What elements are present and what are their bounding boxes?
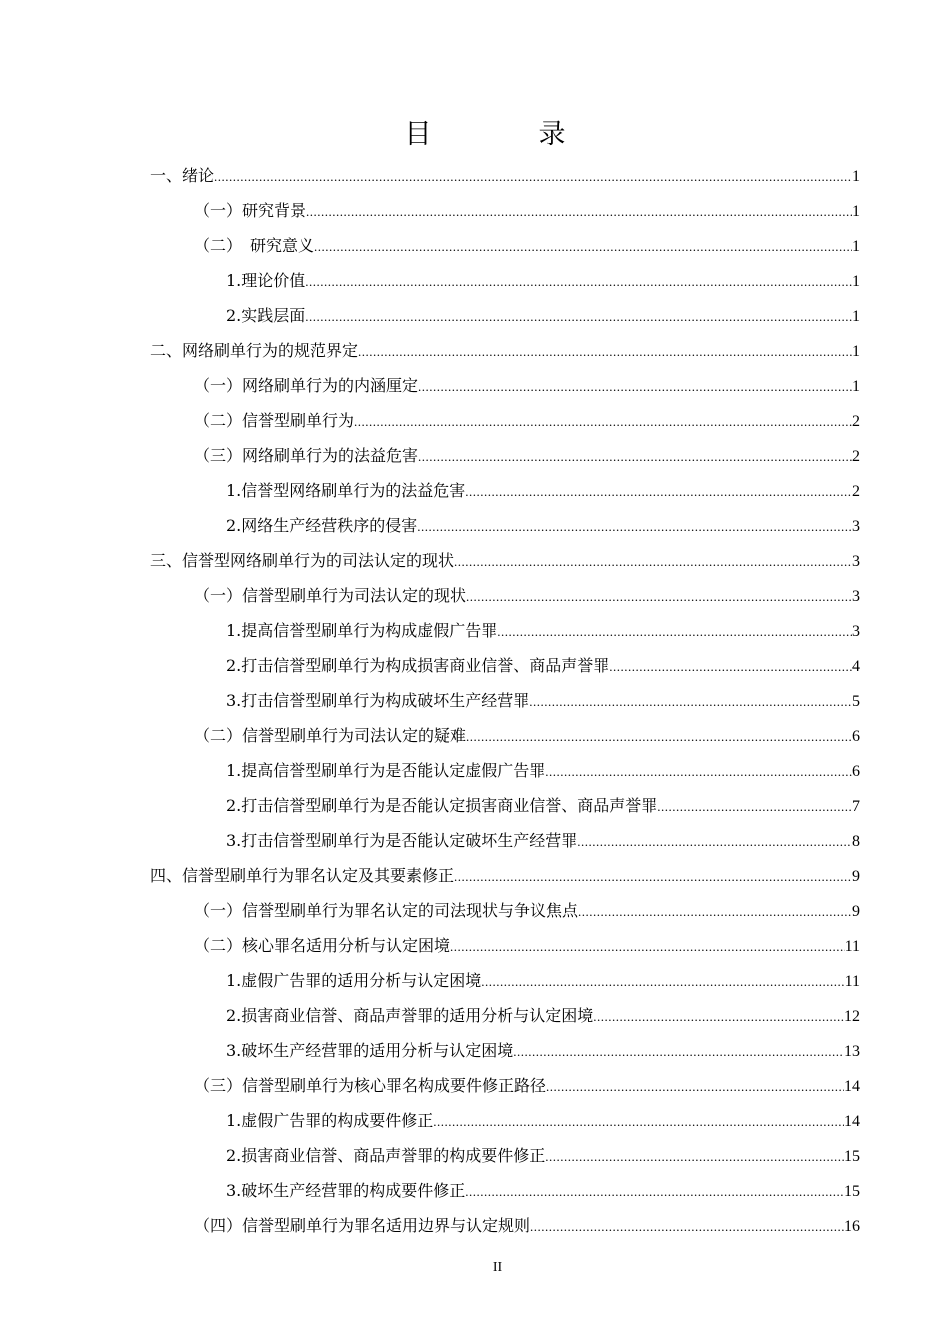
toc-entry-page: 2 xyxy=(852,448,860,465)
toc-entry[interactable] xyxy=(150,403,860,438)
toc-entry[interactable] xyxy=(150,508,860,543)
toc-entry-page: 6 xyxy=(852,728,860,745)
toc-entry-label: （一）信誉型刷单行为罪名认定的司法现状与争议焦点 xyxy=(194,901,579,920)
toc-entry[interactable] xyxy=(150,368,860,403)
toc-entry-label: （三）网络刷单行为的法益危害 xyxy=(194,446,419,465)
toc-entry-label: 三、信誉型网络刷单行为的司法认定的现状 xyxy=(150,551,455,570)
toc-entry-label: 1.提高信誉型刷单行为构成虚假广告罪 xyxy=(226,621,498,640)
toc-entry-label: 2.打击信誉型刷单行为是否能认定损害商业信誉、商品声誉罪 xyxy=(226,796,658,815)
toc-entry[interactable] xyxy=(150,298,860,333)
dot-leader xyxy=(305,299,852,334)
dot-leader xyxy=(465,474,852,509)
dot-leader xyxy=(657,789,852,824)
toc-entry-page: 1 xyxy=(852,168,860,185)
dot-leader xyxy=(578,894,852,929)
dot-leader xyxy=(497,614,852,649)
toc-entry-page: 9 xyxy=(852,903,860,920)
toc-entry[interactable] xyxy=(150,1208,860,1243)
toc-entry-page: 11 xyxy=(844,938,860,955)
toc-entry[interactable] xyxy=(150,928,860,963)
dot-leader xyxy=(314,229,852,264)
toc-entry[interactable] xyxy=(150,158,860,193)
toc-entry-page: 4 xyxy=(852,658,860,675)
toc-entry[interactable] xyxy=(150,228,860,263)
toc-entry-label: 二、网络刷单行为的规范界定 xyxy=(150,341,359,360)
dot-leader xyxy=(593,999,844,1034)
toc-entry-label: （二）核心罪名适用分析与认定困境 xyxy=(194,936,451,955)
toc-entry-page: 1 xyxy=(852,238,860,255)
dot-leader xyxy=(466,719,852,754)
toc-entry[interactable] xyxy=(150,193,860,228)
toc-entry[interactable] xyxy=(150,1138,860,1173)
toc-entry[interactable] xyxy=(150,1068,860,1103)
toc-entry-label: （二）信誉型刷单行为司法认定的疑难 xyxy=(194,726,467,745)
toc-entry-label: 一、绪论 xyxy=(150,166,215,185)
dot-leader xyxy=(546,1069,844,1104)
dot-leader xyxy=(513,1034,844,1069)
toc-entry-label: 1.信誉型网络刷单行为的法益危害 xyxy=(226,481,466,500)
toc-entry[interactable] xyxy=(150,1173,860,1208)
toc-entry-label: 1.理论价值 xyxy=(226,271,306,290)
toc-entry[interactable] xyxy=(150,893,860,928)
toc-entry-page: 12 xyxy=(844,1008,860,1025)
toc-entry-page: 14 xyxy=(844,1113,860,1130)
toc-entry-label: 3.破坏生产经营罪的适用分析与认定困境 xyxy=(226,1041,514,1060)
toc-entry[interactable] xyxy=(150,263,860,298)
toc-entry-label: 2.实践层面 xyxy=(226,306,306,325)
toc-entry-label: 2.损害商业信誉、商品声誉罪的构成要件修正 xyxy=(226,1146,546,1165)
dot-leader xyxy=(577,824,852,859)
dot-leader xyxy=(529,684,852,719)
toc-entry[interactable] xyxy=(150,753,860,788)
toc-entry-label: 2.打击信誉型刷单行为构成损害商业信誉、商品声誉罪 xyxy=(226,656,610,675)
toc-entry[interactable] xyxy=(150,788,860,823)
toc-entry-label: 1.虚假广告罪的构成要件修正 xyxy=(226,1111,434,1130)
toc-entry-label: （一）信誉型刷单行为司法认定的现状 xyxy=(194,586,467,605)
dot-leader xyxy=(454,544,852,579)
toc-entry-label: 2.网络生产经营秩序的侵害 xyxy=(226,516,418,535)
dot-leader xyxy=(450,929,845,964)
dot-leader xyxy=(417,509,852,544)
dot-leader xyxy=(530,1209,844,1244)
toc-entry-page: 13 xyxy=(844,1043,860,1060)
toc-entry-label: （四）信誉型刷单行为罪名适用边界与认定规则 xyxy=(194,1216,531,1235)
table-of-contents xyxy=(150,158,860,1243)
page-number: II xyxy=(492,1260,503,1275)
toc-entry-page: 16 xyxy=(844,1218,860,1235)
toc-entry-label: 3.打击信誉型刷单行为是否能认定破坏生产经营罪 xyxy=(226,831,578,850)
toc-entry-label: （三）信誉型刷单行为核心罪名构成要件修正路径 xyxy=(194,1076,547,1095)
toc-entry[interactable] xyxy=(150,578,860,613)
toc-entry[interactable] xyxy=(150,473,860,508)
toc-entry[interactable] xyxy=(150,858,860,893)
page-title: 目 录 xyxy=(404,119,606,150)
dot-leader xyxy=(609,649,852,684)
dot-leader xyxy=(465,1174,844,1209)
toc-entry-label: 3.破坏生产经营罪的构成要件修正 xyxy=(226,1181,466,1200)
toc-entry-page: 9 xyxy=(852,868,860,885)
toc-entry[interactable] xyxy=(150,1103,860,1138)
toc-entry[interactable] xyxy=(150,998,860,1033)
dot-leader xyxy=(418,369,852,404)
dot-leader xyxy=(306,194,852,229)
toc-entry-label: 2.损害商业信誉、商品声誉罪的适用分析与认定困境 xyxy=(226,1006,594,1025)
toc-entry-page: 1 xyxy=(852,343,860,360)
toc-entry[interactable] xyxy=(150,823,860,858)
toc-entry[interactable] xyxy=(150,438,860,473)
toc-entry-page: 15 xyxy=(844,1183,860,1200)
toc-entry-label: 1.虚假广告罪的适用分析与认定困境 xyxy=(226,971,482,990)
toc-entry-label: 3.打击信誉型刷单行为构成破坏生产经营罪 xyxy=(226,691,530,710)
toc-entry-page: 3 xyxy=(852,588,860,605)
toc-entry-page: 7 xyxy=(852,798,860,815)
toc-entry[interactable] xyxy=(150,333,860,368)
dot-leader xyxy=(454,859,852,894)
toc-entry[interactable] xyxy=(150,543,860,578)
toc-entry[interactable] xyxy=(150,963,860,998)
toc-entry-page: 14 xyxy=(844,1078,860,1095)
dot-leader xyxy=(466,579,852,614)
toc-entry-page: 1 xyxy=(852,378,860,395)
toc-entry-page: 1 xyxy=(852,203,860,220)
toc-entry[interactable] xyxy=(150,683,860,718)
toc-entry[interactable] xyxy=(150,613,860,648)
toc-entry-label: （一）网络刷单行为的内涵厘定 xyxy=(194,376,419,395)
dot-leader xyxy=(214,159,852,194)
toc-entry-page: 1 xyxy=(852,308,860,325)
dot-leader xyxy=(358,334,852,369)
dot-leader xyxy=(545,754,852,789)
toc-entry-label: （二） 研究意义 xyxy=(194,236,315,255)
toc-entry-page: 2 xyxy=(852,413,860,430)
toc-entry-page: 8 xyxy=(852,833,860,850)
toc-entry[interactable] xyxy=(150,648,860,683)
dot-leader xyxy=(305,264,852,299)
toc-entry-label: 1.提高信誉型刷单行为是否能认定虚假广告罪 xyxy=(226,761,546,780)
dot-leader xyxy=(418,439,852,474)
toc-entry-page: 6 xyxy=(852,763,860,780)
toc-entry[interactable] xyxy=(150,1033,860,1068)
toc-entry-page: 15 xyxy=(844,1148,860,1165)
toc-entry-page: 2 xyxy=(852,483,860,500)
dot-leader xyxy=(433,1104,844,1139)
dot-leader xyxy=(354,404,852,439)
toc-entry-label: 四、信誉型刷单行为罪名认定及其要素修正 xyxy=(150,866,455,885)
toc-entry-page: 11 xyxy=(844,973,860,990)
dot-leader xyxy=(545,1139,844,1174)
toc-entry[interactable] xyxy=(150,718,860,753)
toc-entry-page: 3 xyxy=(852,623,860,640)
dot-leader xyxy=(481,964,844,999)
toc-entry-page: 3 xyxy=(852,553,860,570)
toc-entry-page: 3 xyxy=(852,518,860,535)
toc-entry-page: 1 xyxy=(852,273,860,290)
toc-entry-label: （一）研究背景 xyxy=(194,201,307,220)
toc-entry-page: 5 xyxy=(852,693,860,710)
toc-entry-label: （二）信誉型刷单行为 xyxy=(194,411,355,430)
